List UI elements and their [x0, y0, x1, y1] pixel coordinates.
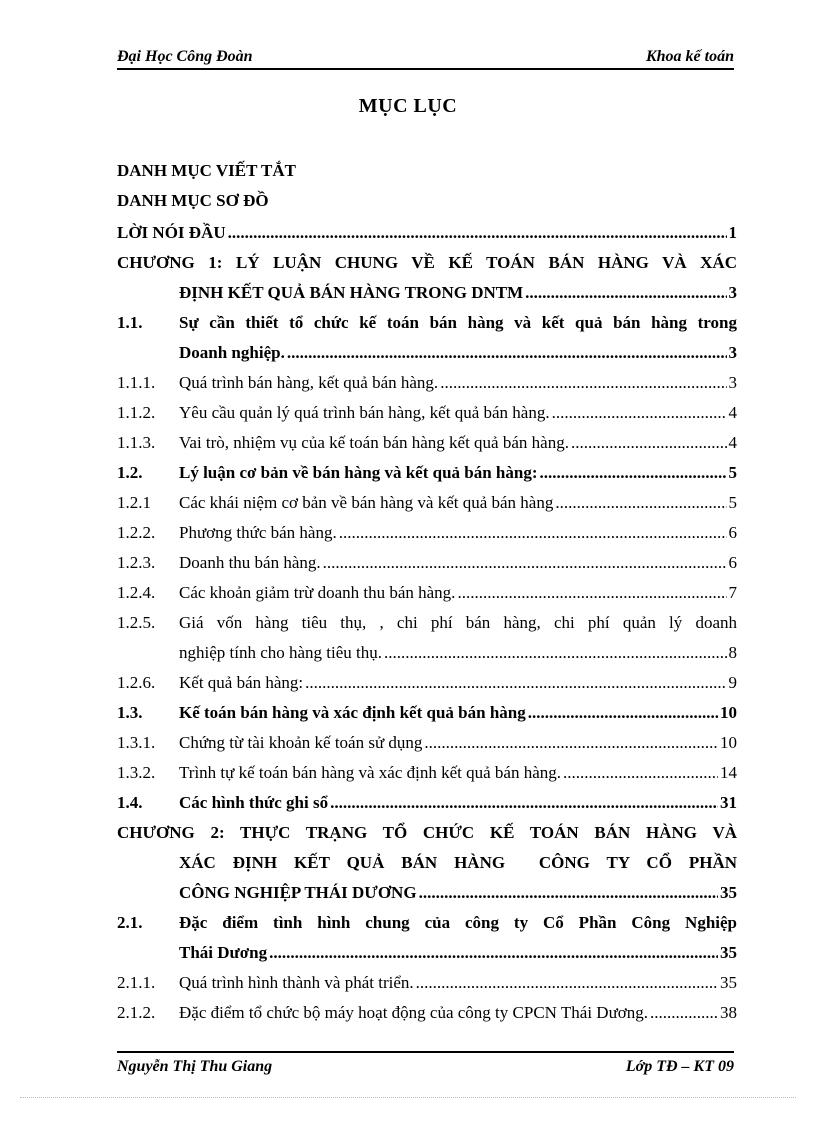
toc-section-1-2-6[interactable]: 1.2.6. Kết quả bán hàng: ..... 9 — [117, 668, 737, 698]
toc-section-1-2-2[interactable]: 1.2.2. Phương thức bán hàng. ..... 6 — [117, 518, 737, 548]
page-header — [117, 46, 734, 70]
toc-page: 1 — [728, 223, 737, 242]
footer-class: Lớp TĐ – KT 09 — [625, 1058, 734, 1075]
toc-section-1-1-2[interactable]: 1.1.2. Yêu cầu quản lý quá trình bán hàng, kết quả bán hàng. ..... 4 — [117, 398, 737, 428]
toc-section-1-3[interactable]: 1.3. Kế toán bán hàng và xác định kết quả bán hàng ..... 10 — [117, 698, 737, 728]
page-footer — [117, 1051, 734, 1079]
toc-chapter-2[interactable]: CHƯƠNG 2: THỰC TRẠNG TỔ CHỨC KẾ TOÁN BÁN HÀNG VÀ — [117, 823, 737, 842]
toc-section-1-2-3[interactable]: 1.2.3. Doanh thu bán hàng. ..... 6 — [117, 548, 737, 578]
toc-section-2-1-1[interactable]: 2.1.1. Quá trình hình thành và phát triển. ..... 35 — [117, 968, 737, 998]
header-university: Đại Học Công Đoàn — [117, 48, 253, 65]
toc-section-2-1[interactable]: 2.1. Đặc điểm tình hình chung của công ty Cổ Phần Công Nghiệp — [117, 913, 737, 932]
toc-section-2-1-2[interactable]: 2.1.2. Đặc điểm tổ chức bộ máy hoạt động của công ty CPCN Thái Dương. ..... 38 — [117, 998, 737, 1028]
toc-section-1-1[interactable]: 1.1. Sự cần thiết tổ chức kế toán bán hàng và kết quả bán hàng trong — [117, 313, 737, 332]
toc-section-2-1-cont[interactable]: Thái Dương ..... 35 — [117, 938, 737, 968]
toc-section-1-2-1[interactable]: 1.2.1 Các khái niệm cơ bản về bán hàng và kết quả bán hàng ..... 5 — [117, 488, 737, 518]
toc-section-1-2-5[interactable]: 1.2.5. Giá vốn hàng tiêu thụ, , chi phí bán hàng, chi phí quản lý doanh — [117, 613, 737, 632]
toc-abbreviations[interactable]: DANH MỤC VIẾT TẮT — [117, 161, 297, 180]
toc-chapter-2-cont[interactable]: XÁC ĐỊNH KẾT QUẢ BÁN HÀNG CÔNG TY CỔ PHẦN — [179, 853, 737, 872]
toc-text: LỜI NÓI ĐẦU — [117, 223, 226, 242]
toc-section-1-1-3[interactable]: 1.1.3. Vai trò, nhiệm vụ của kế toán bán hàng kết quả bán hàng. ..... 4 — [117, 428, 737, 458]
toc-chapter-1-cont[interactable]: ĐỊNH KẾT QUẢ BÁN HÀNG TRONG DNTM ..... 3 — [117, 278, 737, 308]
toc-section-1-1-cont[interactable]: Doanh nghiệp. ..... 3 — [117, 338, 737, 368]
toc-section-1-2[interactable]: 1.2. Lý luận cơ bản về bán hàng và kết quả bán hàng: ..... 5 — [117, 458, 737, 488]
toc-section-1-2-5-cont[interactable]: nghiệp tính cho hàng tiêu thụ. ..... 8 — [117, 638, 737, 668]
header-faculty: Khoa kế toán — [645, 48, 734, 65]
toc-section-1-4[interactable]: 1.4. Các hình thức ghi sổ ..... 31 — [117, 788, 737, 818]
page-title: MỤC LỤC — [358, 95, 458, 117]
page-bottom-divider — [20, 1097, 796, 1098]
toc-section-1-3-1[interactable]: 1.3.1. Chứng từ tài khoản kế toán sử dụng ..... 10 — [117, 728, 737, 758]
footer-author: Nguyễn Thị Thu Giang — [117, 1058, 273, 1075]
toc-chapter-1[interactable]: CHƯƠNG 1: LÝ LUẬN CHUNG VỀ KẾ TOÁN BÁN HÀNG VÀ XÁC — [117, 253, 737, 272]
toc-section-1-1-1[interactable]: 1.1.1. Quá trình bán hàng, kết quả bán hàng. ..... 3 — [117, 368, 737, 398]
toc-diagrams[interactable]: DANH MỤC SƠ ĐỒ — [117, 191, 269, 210]
toc-chapter-2-cont-2[interactable]: CÔNG NGHIỆP THÁI DƯƠNG ..... 35 — [117, 878, 737, 908]
toc-section-1-2-4[interactable]: 1.2.4. Các khoản giảm trừ doanh thu bán hàng. ..... 7 — [117, 578, 737, 608]
toc-section-1-3-2[interactable]: 1.3.2. Trình tự kế toán bán hàng và xác định kết quả bán hàng. ..... 14 — [117, 758, 737, 788]
toc-preface[interactable] — [117, 218, 737, 248]
